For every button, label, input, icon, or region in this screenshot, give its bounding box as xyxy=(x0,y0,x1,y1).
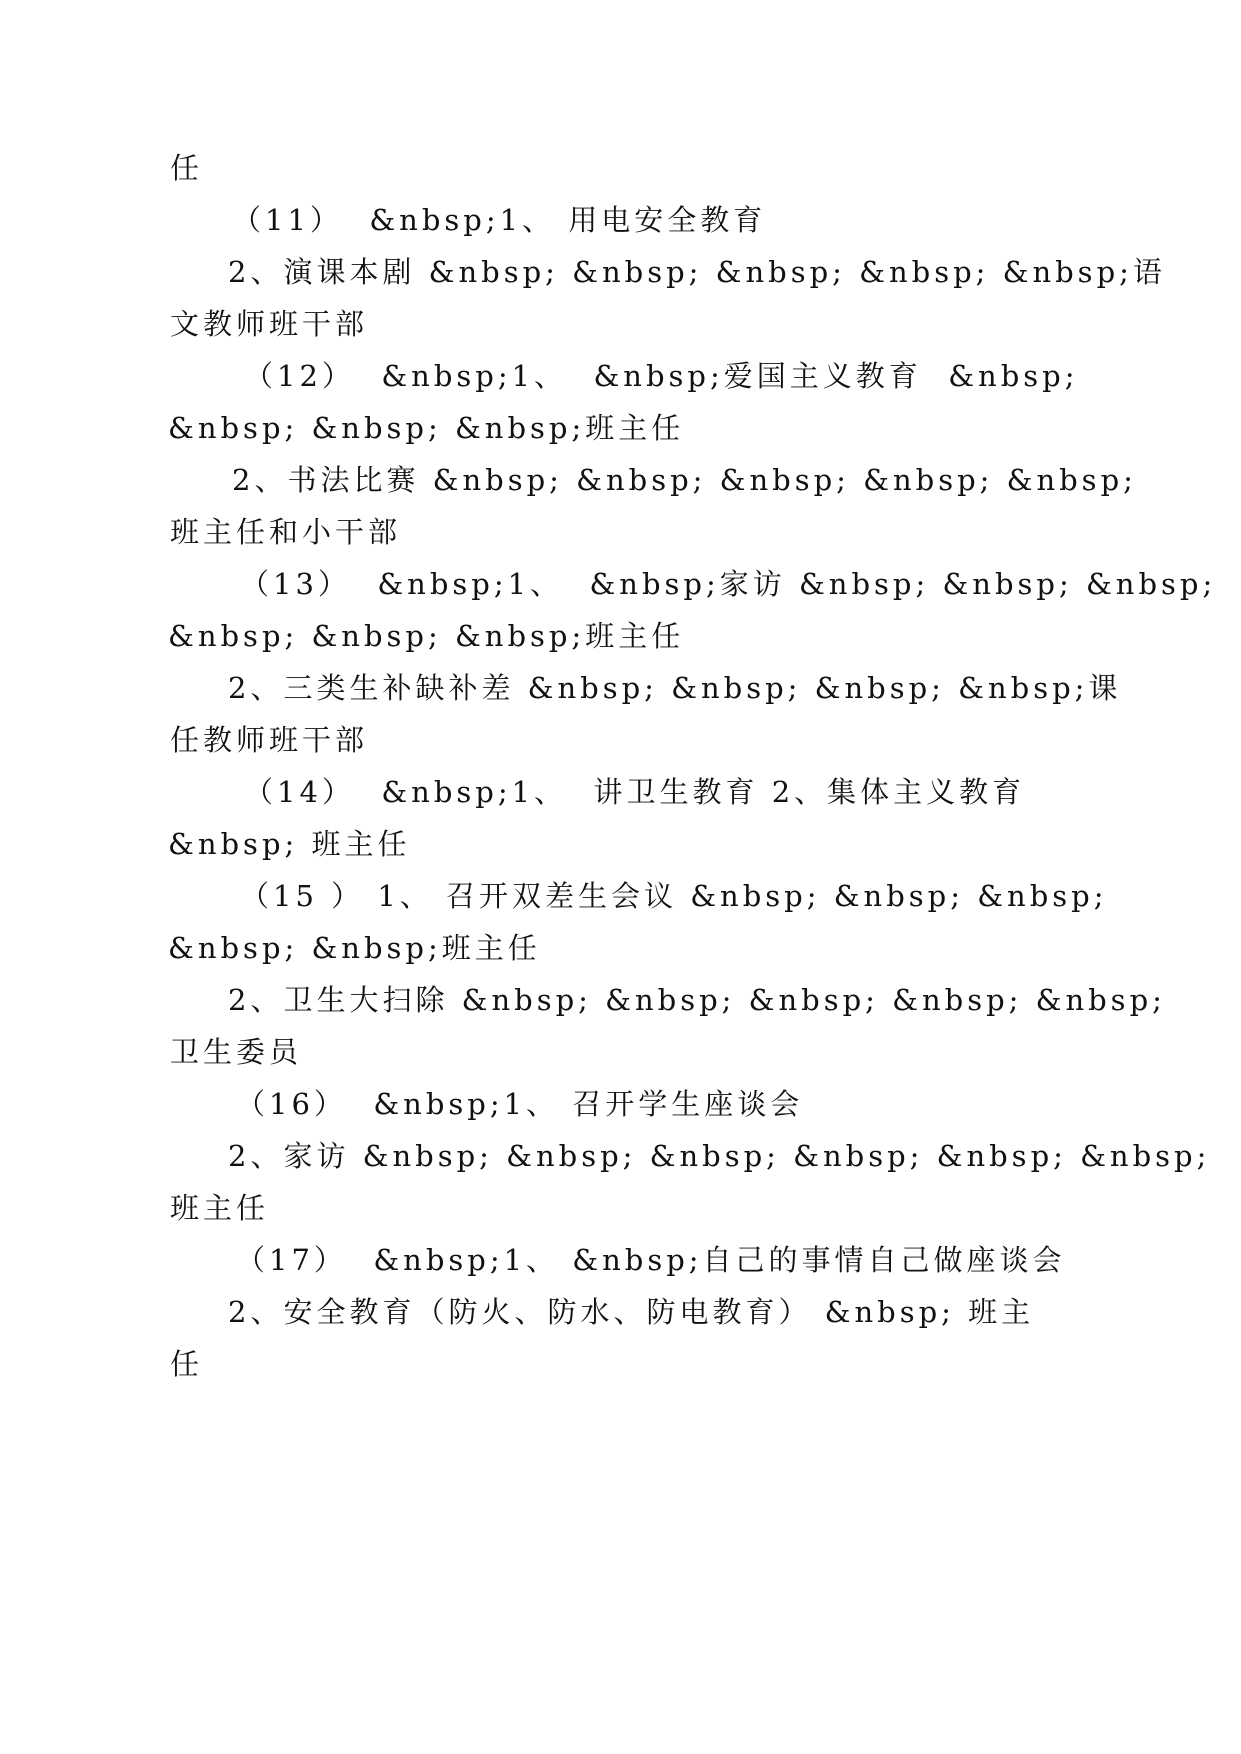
text-line: 任 xyxy=(170,151,204,185)
text-line: （14） &nbsp;1、 讲卫生教育 2、集体主义教育 xyxy=(244,775,1026,809)
text-line: 2、演课本剧 &nbsp; &nbsp; &nbsp; &nbsp; &nbsp;语 xyxy=(228,255,1166,289)
text-line: &nbsp; &nbsp;班主任 xyxy=(168,931,541,965)
text-line: 2、安全教育（防火、防水、防电教育） &nbsp; 班主 xyxy=(228,1295,1035,1329)
text-line: （13） &nbsp;1、 &nbsp;家访 &nbsp; &nbsp; &nbsp; xyxy=(240,567,1217,601)
text-line: 任教师班干部 xyxy=(170,723,369,757)
text-line: 文教师班干部 xyxy=(170,307,369,341)
text-line: （17） &nbsp;1、 &nbsp;自己的事情自己做座谈会 xyxy=(236,1243,1066,1277)
text-line: （15 ） 1、 召开双差生会议 &nbsp; &nbsp; &nbsp; xyxy=(240,879,1108,913)
text-line: 2、家访 &nbsp; &nbsp; &nbsp; &nbsp; &nbsp; &nbsp; xyxy=(228,1139,1211,1173)
text-line: 班主任和小干部 xyxy=(170,515,402,549)
text-line: （12） &nbsp;1、 &nbsp;爱国主义教育 &nbsp; xyxy=(244,359,1079,393)
text-line: 2、卫生大扫除 &nbsp; &nbsp; &nbsp; &nbsp; &nbsp; xyxy=(228,983,1166,1017)
text-line: 班主任 xyxy=(170,1191,270,1225)
text-line: 任 xyxy=(170,1347,204,1381)
text-line: &nbsp; 班主任 xyxy=(168,827,411,861)
text-line: （11） &nbsp;1、 用电安全教育 xyxy=(232,203,767,237)
text-line: （16） &nbsp;1、 召开学生座谈会 xyxy=(236,1087,804,1121)
text-line: 2、三类生补缺补差 &nbsp; &nbsp; &nbsp; &nbsp;课 xyxy=(228,671,1122,705)
text-line: 卫生委员 xyxy=(170,1035,303,1069)
text-line: &nbsp; &nbsp; &nbsp;班主任 xyxy=(168,411,685,445)
text-line: 2、书法比赛 &nbsp; &nbsp; &nbsp; &nbsp; &nbsp; xyxy=(232,463,1137,497)
text-line: &nbsp; &nbsp; &nbsp;班主任 xyxy=(168,619,685,653)
